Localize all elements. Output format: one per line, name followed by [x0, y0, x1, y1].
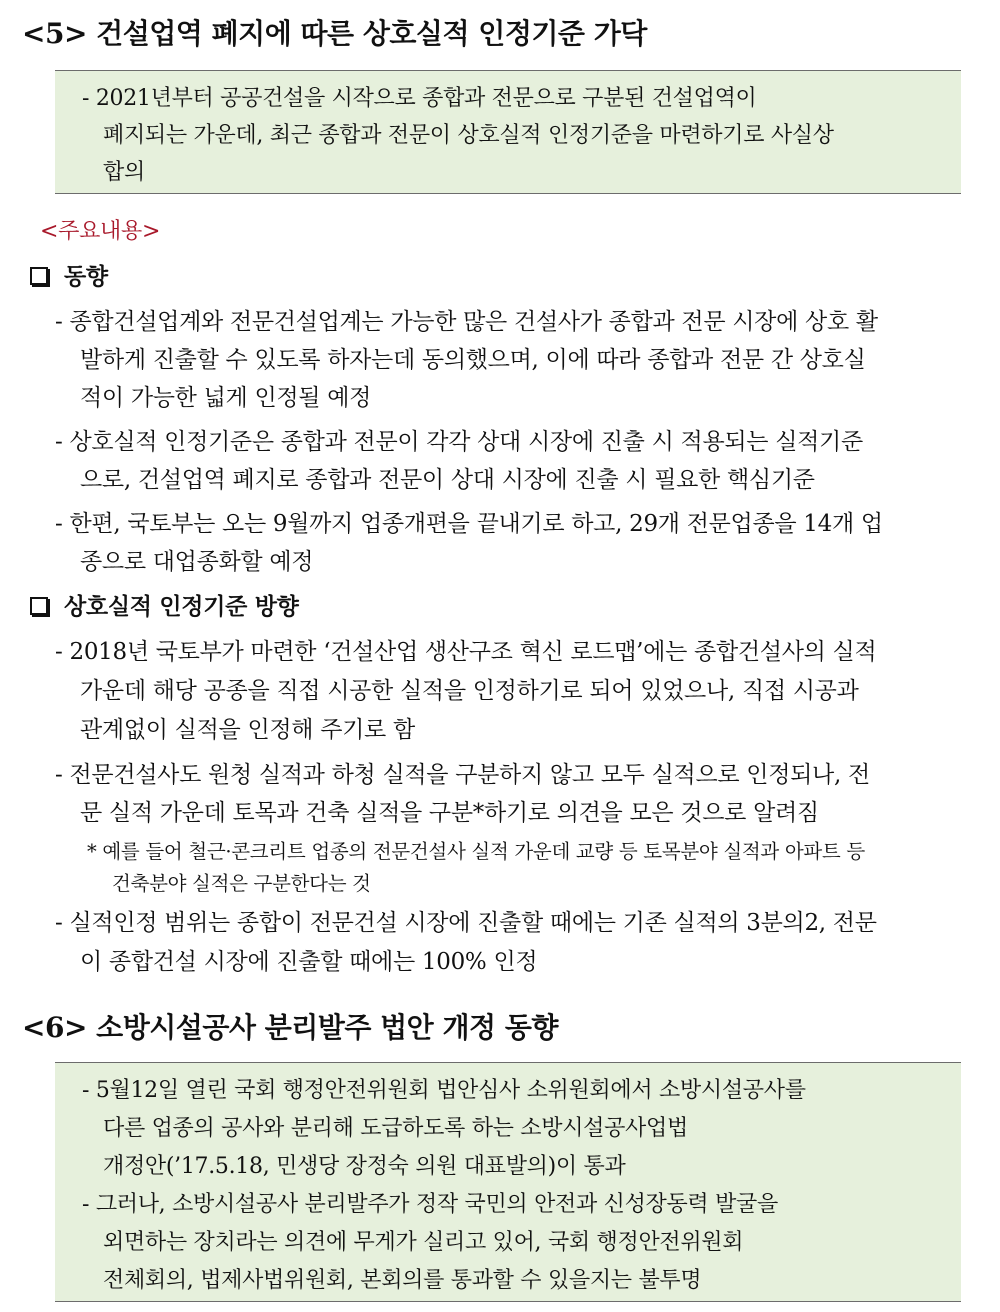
trend-subheading: 동향 — [30, 258, 108, 291]
trend-item-line: 적이 가능한 넓게 인정될 예정 — [80, 385, 372, 411]
summary-line: 합의 — [103, 160, 145, 185]
trend-item-line: 발하게 진출할 수 있도록 하자는데 동의했으며, 이에 따라 종합과 전문 간 상호실 — [80, 347, 866, 373]
summary-line: - 그러나, 소방시설공사 분리발주가 정작 국민의 안전과 신성장동력 발굴을 — [82, 1192, 778, 1217]
direction-item-line: - 2018년 국토부가 마련한 ‘건설산업 생산구조 혁신 로드맵’에는 종합건설사의 실적 — [55, 639, 877, 665]
footnote-line: * 예를 들어 철근·콘크리트 업종의 전문건설사 실적 가운데 교량 등 토목분야 실적과 아파트 등 — [87, 840, 865, 863]
summary-line: 외면하는 장치라는 의견에 무게가 실리고 있어, 국회 행정안전위원회 — [103, 1230, 744, 1255]
section6-heading: <6> 소방시설공사 분리발주 법안 개정 동향 — [22, 1011, 558, 1044]
range-item-line: - 실적인정 범위는 종합이 전문건설 시장에 진출할 때에는 기존 실적의 3분의2, 전문 — [55, 910, 877, 936]
summary-line: - 5월12일 열린 국회 행정안전위원회 법안심사 소위원회에서 소방시설공사를 — [82, 1078, 806, 1103]
trend-item-line: - 상호실적 인정기준은 종합과 전문이 각각 상대 시장에 진출 시 적용되는 실적기준 — [55, 429, 863, 455]
trend-item-line: - 종합건설업계와 전문건설업계는 가능한 많은 건설사가 종합과 전문 시장에 상호 활 — [55, 309, 878, 335]
direction-item-line: 관계없이 실적을 인정해 주기로 함 — [80, 717, 415, 743]
summary-line: 폐지되는 가운데, 최근 종합과 전문이 상호실적 인정기준을 마련하기로 사실상 — [103, 123, 834, 148]
checkbox-square-icon — [30, 267, 48, 285]
summary-line: 전체회의, 법제사법위원회, 본회의를 통과할 수 있을지는 불투명 — [103, 1268, 702, 1293]
checkbox-square-icon — [30, 597, 48, 615]
section6-summary-box — [55, 1062, 961, 1302]
trend-item-line: - 한편, 국토부는 오는 9월까지 업종개편을 끝내기로 하고, 29개 전문업종을 14개 업 — [55, 511, 883, 537]
summary-line: 개정안(’17.5.18, 민생당 장정숙 의원 대표발의)이 통과 — [103, 1154, 626, 1179]
direction-item-line: - 전문건설사도 원청 실적과 하청 실적을 구분하지 않고 모두 실적으로 인정되나, 전 — [55, 762, 870, 788]
section5-heading: <5> 건설업역 폐지에 따른 상호실적 인정기준 가닥 — [22, 17, 647, 50]
trend-item-line: 종으로 대업종화할 예정 — [80, 549, 314, 575]
section5-summary-box — [55, 70, 961, 194]
summary-line: - 2021년부터 공공건설을 시작으로 종합과 전문으로 구분된 건설업역이 — [82, 86, 757, 111]
main-content-label: <주요내용> — [40, 219, 161, 244]
range-item-line: 이 종합건설 시장에 진출할 때에는 100% 인정 — [80, 949, 538, 975]
trend-item-line: 으로, 건설업역 폐지로 종합과 전문이 상대 시장에 진출 시 필요한 핵심기준 — [80, 467, 815, 493]
direction-subheading: 상호실적 인정기준 방향 — [30, 588, 299, 621]
footnote-line: 건축분야 실적은 구분한다는 것 — [112, 872, 371, 895]
direction-item-line: 문 실적 가운데 토목과 건축 실적을 구분*하기로 의견을 모은 것으로 알려짐 — [80, 800, 819, 826]
direction-item-line: 가운데 해당 공종을 직접 시공한 실적을 인정하기로 되어 있었으나, 직접 시공과 — [80, 678, 859, 704]
summary-line: 다른 업종의 공사와 분리해 도급하도록 하는 소방시설공사업법 — [103, 1116, 688, 1141]
